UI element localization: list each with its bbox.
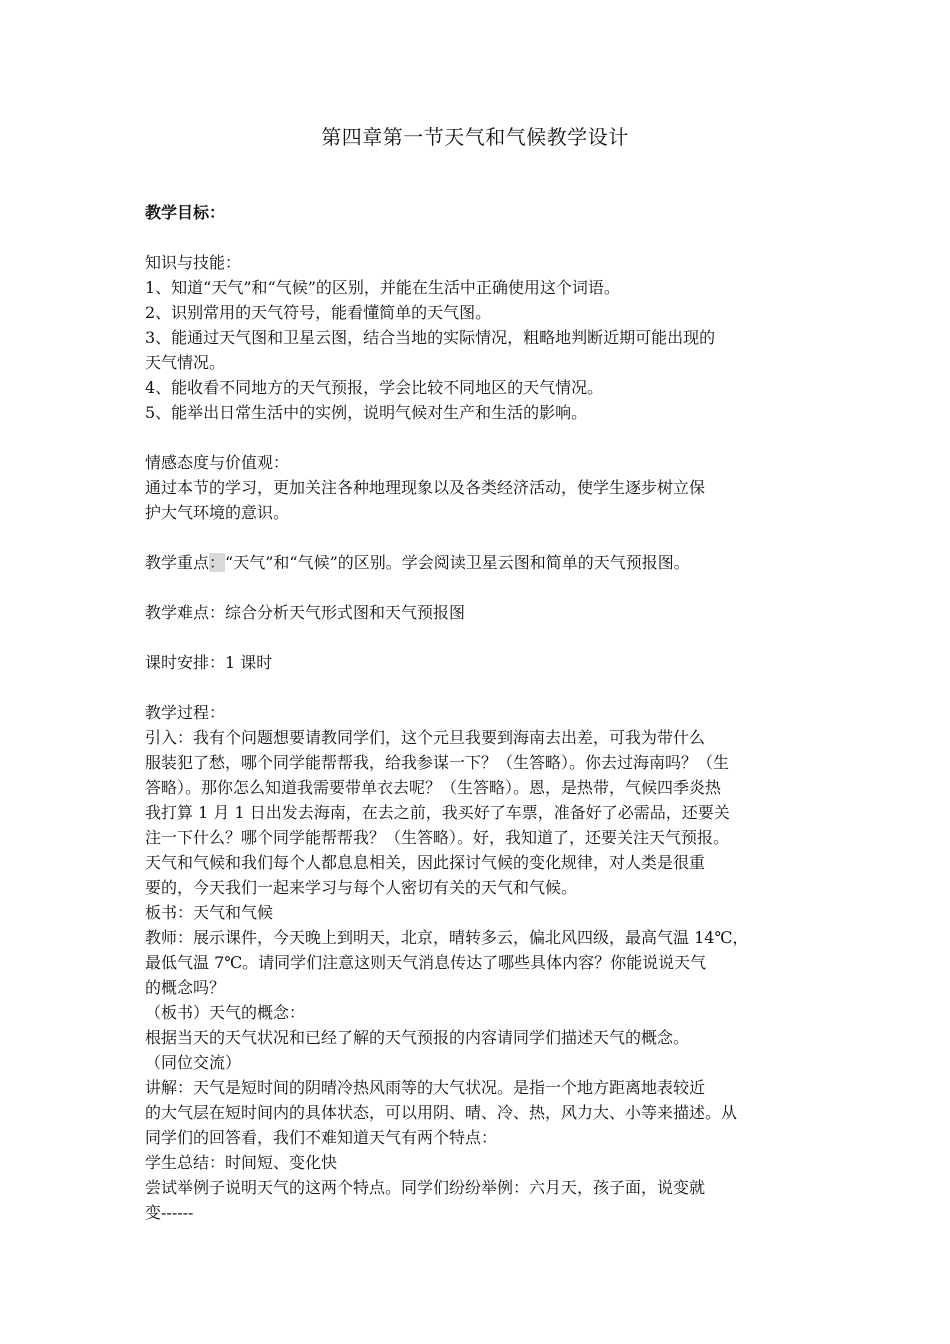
- process-line: 引入：我有个问题想要请教同学们，这个元旦我要到海南去出差，可我为带什么: [145, 728, 706, 747]
- knowledge-item: 天气情况。: [145, 353, 226, 372]
- process-line: 根据当天的天气状况和已经了解的天气预报的内容请同学们描述天气的概念。: [145, 1028, 690, 1047]
- knowledge-item: 3、能通过天气图和卫星云图，结合当地的实际情况，粗略地判断近期可能出现的: [145, 328, 716, 347]
- process-line: 最低气温 7℃。请同学们注意这则天气消息传达了哪些具体内容？你能说说天气: [145, 953, 707, 972]
- process-line: 要的，今天我们一起来学习与每个人密切有关的天气和气候。: [145, 878, 578, 897]
- difficulties: 教学难点：综合分析天气形式图和天气预报图: [145, 603, 466, 622]
- document-title: 第四章第一节天气和气候教学设计: [321, 125, 629, 149]
- key-points-colon: ：: [209, 553, 226, 572]
- goals-heading: 教学目标：: [145, 203, 226, 222]
- attitude-line: 通过本节的学习，更加关注各种地理现象以及各类经济活动，使学生逐步树立保: [145, 478, 706, 497]
- process-line: 尝试举例子说明天气的这两个特点。同学们纷纷举例：六月天，孩子面，说变就: [145, 1178, 706, 1197]
- knowledge-item: 4、能收看不同地方的天气预报，学会比较不同地区的天气情况。: [145, 378, 604, 397]
- spacer: [145, 225, 825, 250]
- document-body: [145, 200, 825, 1225]
- spacer: [145, 625, 825, 650]
- process-heading: 教学过程：: [145, 703, 226, 722]
- knowledge-heading: 知识与技能：: [145, 253, 242, 272]
- knowledge-item: 2、识别常用的天气符号，能看懂简单的天气图。: [145, 303, 492, 322]
- process-line: 天气和气候和我们每个人都息息相关，因此探讨气候的变化规律，对人类是很重: [145, 853, 706, 872]
- spacer: [145, 675, 825, 700]
- key-points-label: 教学重点: [145, 553, 210, 572]
- process-line: 学生总结：时间短、变化快: [145, 1153, 338, 1172]
- knowledge-item: 5、能举出日常生活中的实例，说明气候对生产和生活的影响。: [145, 403, 588, 422]
- process-line: 变------: [145, 1203, 194, 1222]
- spacer: [145, 425, 825, 450]
- key-points: [145, 550, 825, 575]
- process-line: 服装犯了愁，哪个同学能帮帮我，给我参谋一下？（生答略）。你去过海南吗？（生: [145, 753, 730, 772]
- process-line: （同位交流）: [145, 1053, 242, 1072]
- process-line: 的概念吗？: [145, 978, 226, 997]
- process-line: 同学们的回答看，我们不难知道天气有两个特点：: [145, 1128, 498, 1147]
- process-line: 的大气层在短时间内的具体状态，可以用阴、晴、冷、热，风力大、小等来描述。从: [145, 1103, 738, 1122]
- spacer: [145, 525, 825, 550]
- knowledge-item: 1、知道“天气”和“气候”的区别，并能在生活中正确使用这个词语。: [145, 278, 620, 297]
- process-line: （板书）天气的概念：: [145, 1003, 306, 1022]
- attitude-line: 护大气环境的意识。: [145, 503, 290, 522]
- schedule: 课时安排：1 课时: [145, 653, 273, 672]
- process-line: 答略）。那你怎么知道我需要带单衣去呢？（生答略）。恩，是热带，气候四季炎热: [145, 778, 722, 797]
- process-line: 板书：天气和气候: [145, 903, 274, 922]
- key-points-text: “天气”和“气候”的区别。学会阅读卫星云图和简单的天气预报图。: [225, 553, 690, 572]
- process-line: 教师：展示课件，今天晚上到明天，北京，晴转多云，偏北风四级，最高气温 14℃，: [145, 928, 749, 947]
- process-line: 注一下什么？哪个同学能帮帮我？（生答略）。好，我知道了，还要关注天气预报。: [145, 828, 730, 847]
- process-line: 我打算 1 月 1 日出发去海南，在去之前，我买好了车票，准备好了必需品，还要关: [145, 803, 730, 822]
- spacer: [145, 575, 825, 600]
- attitude-heading: 情感态度与价值观：: [145, 453, 290, 472]
- process-line: 讲解：天气是短时间的阴晴冷热风雨等的大气状况。是指一个地方距离地表较近: [145, 1078, 706, 1097]
